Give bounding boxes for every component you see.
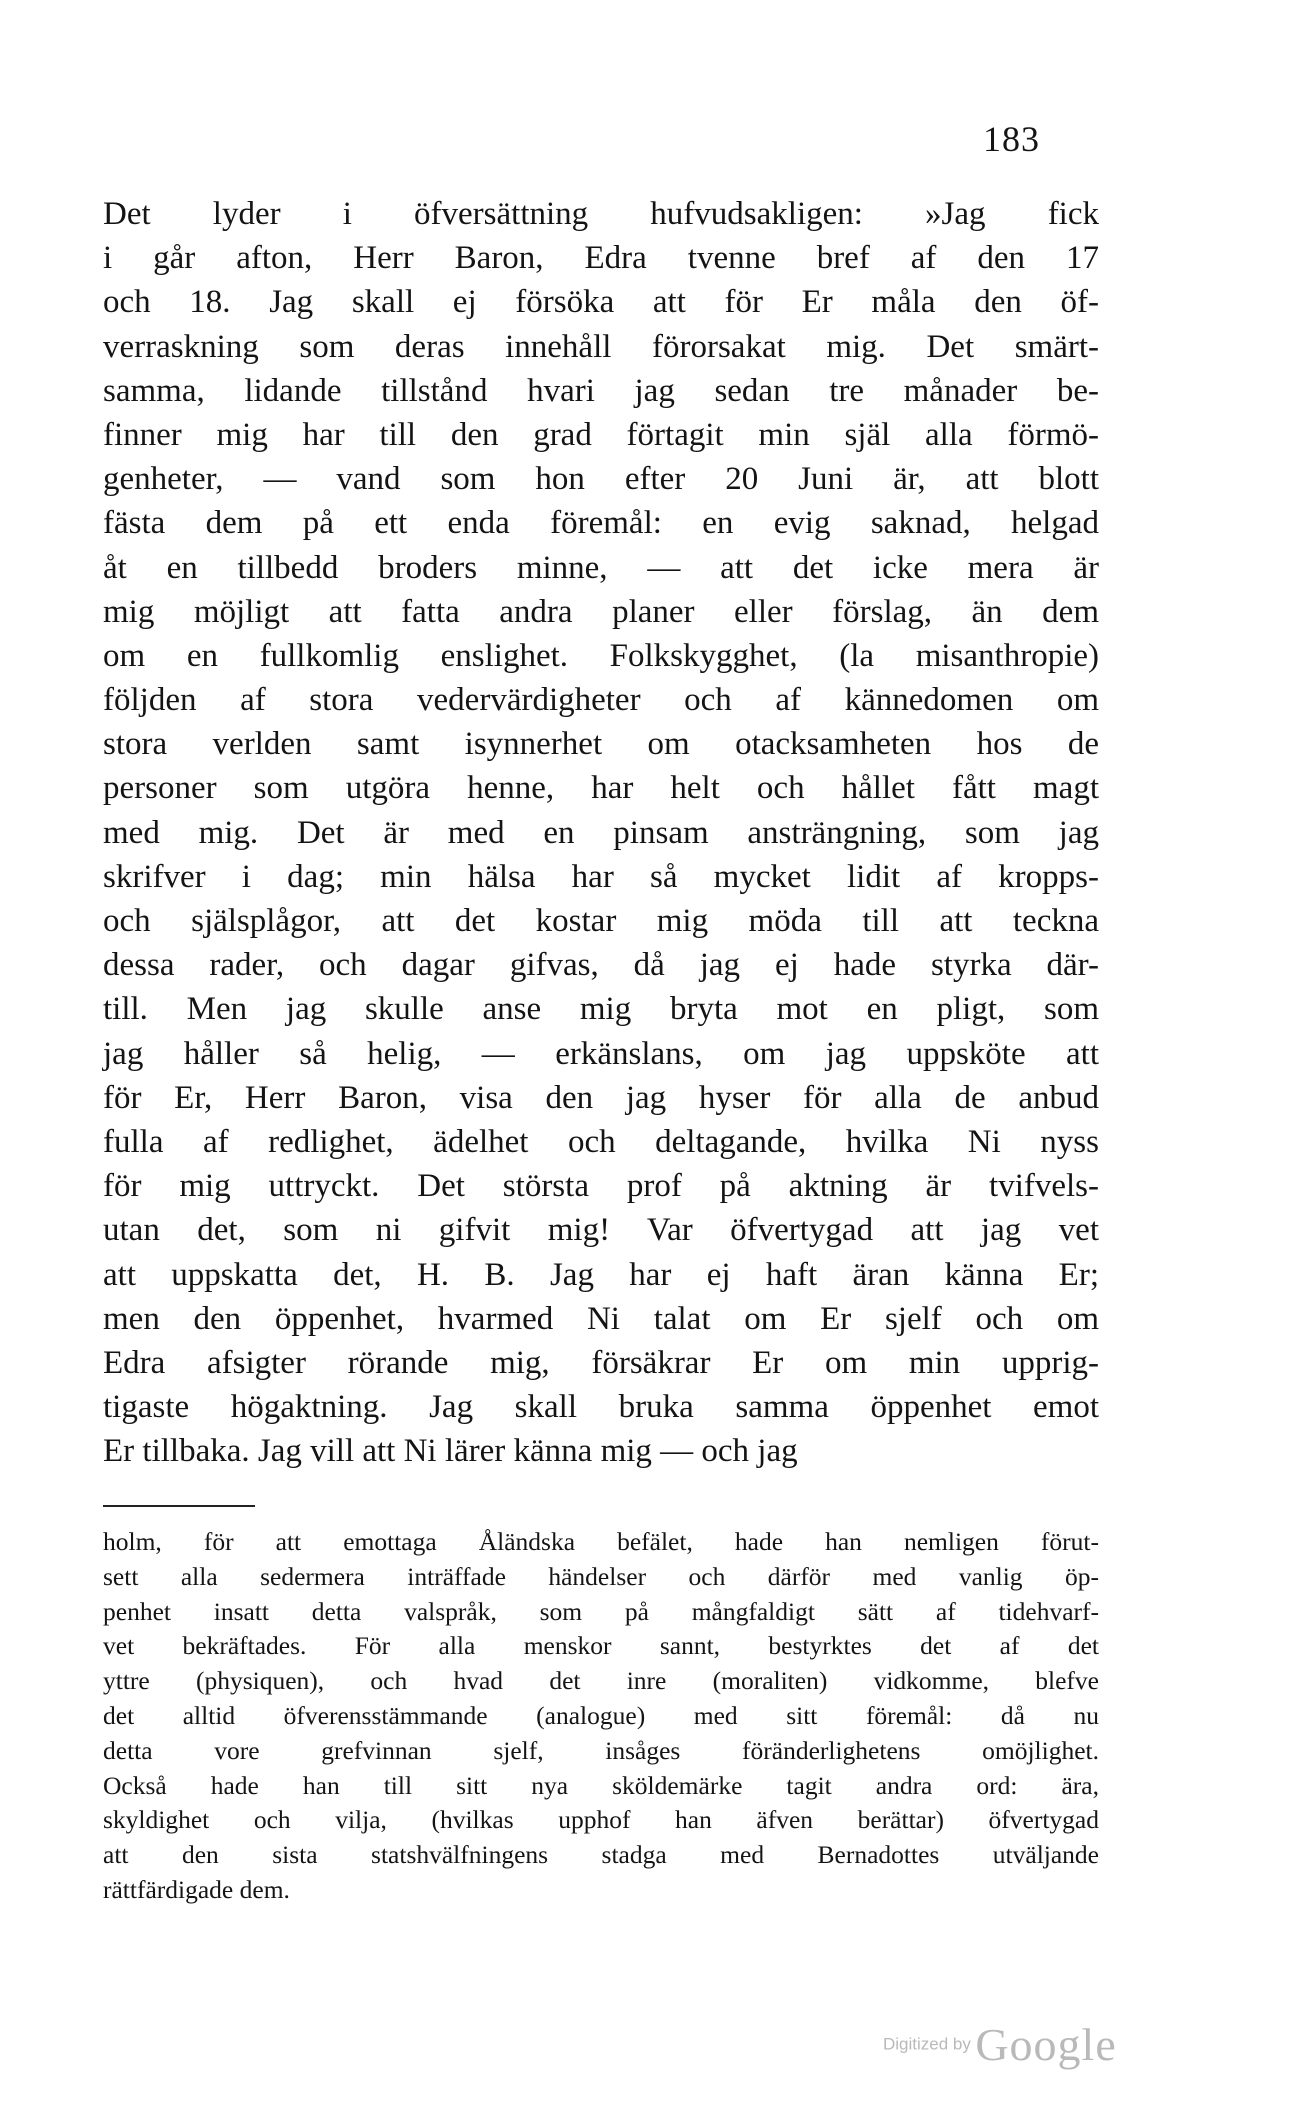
text-line: Det lyder i öfversättning hufvudsakligen: »Jag fick	[103, 196, 1099, 232]
text-line: fästa dem på ett enda föremål: en evig saknad, helgad	[103, 505, 1099, 542]
text-line: samma, lidande tillstånd hvari jag sedan tre månader be-	[103, 372, 1099, 409]
footnote-line: Också hade han till sitt nya sköldemärke tagit andra ord: ära,	[103, 1770, 1099, 1800]
footnote-line: holm, för att emottaga Åländska befälet, hade han nemligen förut-	[103, 1527, 1099, 1556]
text-line: finner mig har till den grad förtagit min själ alla förmö-	[103, 416, 1099, 453]
footnote-line: det alltid öfverensstämmande (analogue) med sitt föremål: då nu	[103, 1700, 1099, 1730]
google-logo: Google	[975, 2019, 1117, 2070]
text-line: tigaste högaktning. Jag skall bruka samma öppenhet emot	[103, 1389, 1099, 1426]
text-line: jag håller så helig, — erkänslans, om jag uppsköte att	[103, 1035, 1099, 1072]
text-line: men den öppenhet, hvarmed Ni talat om Er sjelf och om	[103, 1300, 1099, 1337]
footnote-line: att den sista statshvälfningens stadga med Bernadottes utväljande	[103, 1840, 1099, 1870]
text-line: om en fullkomlig enslighet. Folkskygghet, (la misanthropie)	[103, 637, 1099, 674]
text-line: att uppskatta det, H. B. Jag har ej haft äran känna Er;	[103, 1256, 1099, 1293]
text-line: mig möjligt att fatta andra planer eller förslag, än dem	[103, 593, 1099, 630]
text-line: dessa rader, och dagar gifvas, då jag ej hade styrka där-	[103, 947, 1099, 984]
footnote	[103, 1525, 1099, 1908]
footnote-line: sett alla sedermera inträffade händelser och därför med vanlig öp-	[103, 1561, 1099, 1591]
text-line: och själsplågor, att det kostar mig möda till att teckna	[103, 903, 1099, 939]
text-line: för Er, Herr Baron, visa den jag hyser för alla de anbud	[103, 1079, 1099, 1116]
text-line: verraskning som deras innehåll förorsakat mig. Det smärt-	[103, 328, 1099, 365]
footnote-line: yttre (physiquen), och hvad det inre (moraliten) vidkomme, blefve	[103, 1666, 1099, 1696]
text-line: med mig. Det är med en pinsam ansträngning, som jag	[103, 814, 1099, 851]
watermark-prefix: Digitized by	[883, 2034, 971, 2054]
footnote-separator	[103, 1505, 255, 1507]
digitized-watermark	[883, 2018, 1117, 2071]
text-line: för mig uttryckt. Det största prof på aktning är tvifvels-	[103, 1168, 1099, 1205]
text-line: Er tillbaka. Jag vill att Ni lärer känna mig — och jag	[103, 1433, 798, 1470]
text-line: personer som utgöra henne, har helt och hållet fått magt	[103, 770, 1099, 807]
text-line: skrifver i dag; min hälsa har så mycket lidit af kropps-	[103, 858, 1099, 895]
text-line: till. Men jag skulle anse mig bryta mot en pligt, som	[103, 991, 1099, 1028]
text-line: och 18. Jag skall ej försöka att för Er måla den öf-	[103, 284, 1099, 321]
page-number: 183	[983, 119, 1040, 159]
footnote-line: vet bekräftades. För alla menskor sannt, bestyrktes det af det	[103, 1631, 1099, 1661]
footnote-line: rättfärdigade dem.	[103, 1874, 290, 1904]
text-line: följden af stora vedervärdigheter och af kännedomen om	[103, 682, 1099, 719]
footnote-line: penhet insatt detta valspråk, som på mångfaldigt sätt af tidehvarf-	[103, 1596, 1099, 1626]
text-line: fulla af redlighet, ädelhet och deltagande, hvilka Ni nyss	[103, 1123, 1099, 1160]
text-line: åt en tillbedd broders minne, — att det icke mera är	[103, 549, 1099, 586]
text-line: stora verlden samt isynnerhet om otacksamheten hos de	[103, 726, 1099, 763]
text-line: Edra afsigter rörande mig, försäkrar Er om min upprig-	[103, 1344, 1099, 1381]
footnote-line: detta vore grefvinnan sjelf, insåges föränderlighetens omöjlighet.	[103, 1735, 1099, 1765]
text-line: utan det, som ni gifvit mig! Var öfvertygad att jag vet	[103, 1212, 1099, 1249]
main-text	[103, 192, 1099, 1473]
text-line: i går afton, Herr Baron, Edra tvenne bref af den 17	[103, 240, 1099, 277]
text-line: genheter, — vand som hon efter 20 Juni är, att blott	[103, 461, 1099, 498]
footnote-line: skyldighet och vilja, (hvilkas upphof han äfven berättar) öfvertygad	[103, 1805, 1099, 1835]
